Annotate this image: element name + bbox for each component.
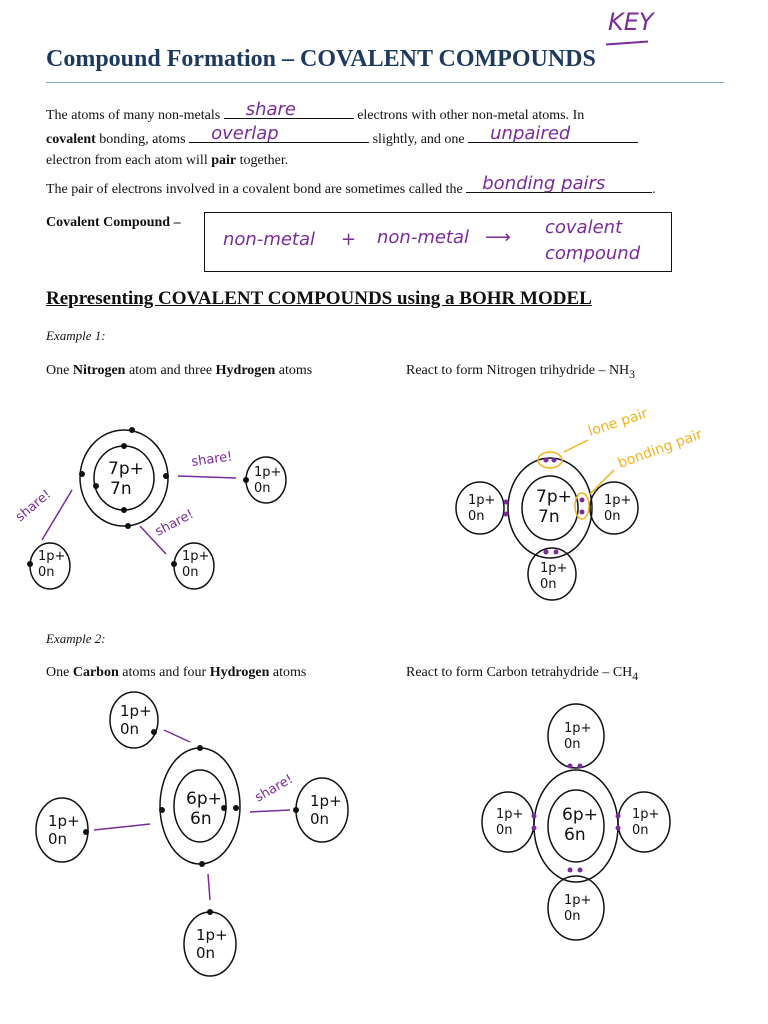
- hydrogen-neutrons: 0n: [564, 737, 581, 752]
- hydrogen-protons: 1p+: [310, 792, 342, 810]
- lone-pair-label: lone pair: [586, 405, 650, 440]
- hydrogen-neutrons: 0n: [38, 565, 55, 580]
- blank-unpaired: [468, 123, 638, 144]
- hydrogen-protons: 1p+: [120, 702, 152, 720]
- desc-text: React to form Carbon tetrahydride – CH: [406, 665, 633, 680]
- nh3-bonded-diagram: [440, 396, 740, 606]
- page-title: Compound Formation – COVALENT COMPOUNDS: [46, 46, 596, 72]
- key-label: KEY: [608, 8, 654, 36]
- desc-text: atoms: [272, 665, 307, 680]
- bonding-pairs-sentence: [46, 173, 726, 200]
- bold-hydrogen: Hydrogen: [215, 363, 276, 378]
- arrow: ⟶: [485, 227, 511, 248]
- hydrogen-protons: 1p+: [604, 493, 632, 508]
- hydrogen-protons: 1p+: [496, 807, 524, 822]
- intro-text: The atoms of many non-metals: [46, 108, 221, 123]
- share-label: share!: [152, 506, 197, 540]
- nitrogen-neutrons: 7n: [538, 507, 560, 527]
- carbon-neutrons: 6n: [564, 825, 586, 845]
- hydrogen-protons: 1p+: [196, 926, 228, 944]
- desc-text: One: [46, 665, 70, 680]
- carbon-protons: 6p+: [186, 789, 222, 809]
- answer-unpaired: unpaired: [490, 123, 571, 144]
- answer-overlap: overlap: [211, 123, 279, 144]
- subscript: 3: [629, 367, 635, 381]
- bold-hydrogen: Hydrogen: [209, 665, 270, 680]
- hydrogen-neutrons: 0n: [182, 565, 199, 580]
- result-compound: compound: [545, 243, 641, 264]
- hydrogen-protons: 1p+: [540, 561, 568, 576]
- hydrogen-neutrons: 0n: [196, 944, 216, 962]
- desc-text: One: [46, 363, 70, 378]
- bold-nitrogen: Nitrogen: [72, 363, 126, 378]
- hydrogen-neutrons: 0n: [254, 481, 271, 496]
- answer-share: share: [245, 99, 296, 120]
- desc-text: atoms: [278, 363, 313, 378]
- hydrogen-protons: 1p+: [632, 807, 660, 822]
- hydrogen-neutrons: 0n: [540, 577, 557, 592]
- term-non-metal-1: non-metal: [223, 229, 316, 250]
- plus-sign: +: [341, 229, 357, 250]
- hydrogen-neutrons: 0n: [310, 810, 330, 828]
- hydrogen-protons: 1p+: [38, 549, 66, 564]
- intro-text: The pair of electrons involved in a covalent bond are sometimes called the: [46, 182, 463, 197]
- bold-pair: pair: [211, 153, 237, 168]
- share-arrow-right: [178, 476, 236, 478]
- blank-share: [224, 99, 354, 120]
- share-label: share!: [190, 449, 234, 470]
- intro-text: electron from each atom will: [46, 153, 208, 168]
- share-label: share!: [12, 487, 55, 526]
- intro-text: slightly, and one: [372, 132, 465, 147]
- hydrogen-neutrons: 0n: [468, 509, 485, 524]
- bonding-pair-label: bonding pair: [615, 426, 705, 472]
- subscript: 4: [632, 669, 639, 683]
- hydrogen-neutrons: 0n: [120, 720, 140, 738]
- hydrogen-protons: 1p+: [468, 493, 496, 508]
- carbon-protons: 6p+: [562, 805, 598, 825]
- example1-reactants: [46, 363, 312, 379]
- intro-text: together.: [239, 153, 289, 168]
- hydrogen-protons: 1p+: [182, 549, 210, 564]
- carbon-hydrogen-separate-diagram: [0, 684, 380, 984]
- hydrogen-neutrons: 0n: [604, 509, 621, 524]
- example2-product: [406, 665, 638, 683]
- key-underline: [606, 41, 648, 46]
- example1-label: Example 1:: [46, 328, 106, 343]
- example1-product: [406, 363, 635, 381]
- hydrogen-protons: 1p+: [564, 721, 592, 736]
- carbon-neutrons: 6n: [190, 809, 212, 829]
- nitrogen-protons: 7p+: [536, 487, 572, 507]
- nitrogen-neutrons: 7n: [110, 479, 132, 499]
- covalent-compound-label: Covalent Compound –: [46, 215, 181, 230]
- share-label: share!: [252, 771, 296, 806]
- hydrogen-neutrons: 0n: [632, 823, 649, 838]
- hydrogen-protons: 1p+: [48, 812, 80, 830]
- blank-bonding-pairs: [466, 173, 652, 194]
- nitrogen-hydrogen-separate-diagram: [0, 400, 380, 610]
- hydrogen-neutrons: 0n: [496, 823, 513, 838]
- covalent-compound-box: [204, 212, 672, 272]
- ch4-bonded-diagram: [460, 698, 740, 998]
- hydrogen-neutrons: 0n: [564, 909, 581, 924]
- hydrogen-protons: 1p+: [254, 465, 282, 480]
- answer-bonding-pairs: bonding pairs: [482, 173, 606, 194]
- term-non-metal-2: non-metal: [377, 227, 470, 248]
- hydrogen-neutrons: 0n: [48, 830, 68, 848]
- nitrogen-protons: 7p+: [108, 459, 144, 479]
- section-heading: Representing COVALENT COMPOUNDS using a BOHR MODEL: [46, 288, 592, 309]
- bold-carbon: Carbon: [72, 665, 119, 680]
- example2-reactants: [46, 665, 306, 681]
- intro-text: bonding, atoms: [99, 132, 186, 147]
- title-divider: [46, 82, 724, 83]
- intro-paragraph: [46, 99, 726, 171]
- desc-text: React to form Nitrogen trihydride – NH: [406, 363, 630, 378]
- hydrogen-atom-right: [246, 457, 286, 503]
- period: .: [652, 182, 656, 197]
- desc-text: atom and three: [128, 363, 213, 378]
- result-covalent: covalent: [545, 217, 623, 238]
- example2-label: Example 2:: [46, 631, 106, 646]
- desc-text: atoms and four: [122, 665, 207, 680]
- intro-text: electrons with other non-metal atoms. In: [357, 108, 585, 123]
- hydrogen-protons: 1p+: [564, 893, 592, 908]
- bold-covalent: covalent: [46, 132, 96, 147]
- blank-overlap: [189, 123, 369, 144]
